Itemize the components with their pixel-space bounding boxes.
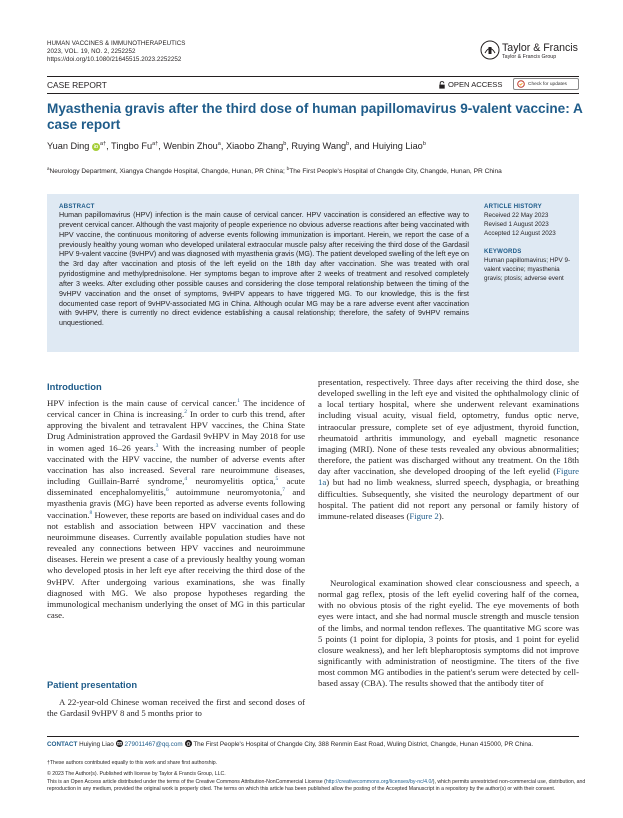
section-heading-patient-presentation: Patient presentation (47, 679, 138, 690)
revised-date: Revised 1 August 2023 (484, 220, 549, 228)
author-name[interactable]: Yuan Ding (47, 141, 90, 152)
footer-rule (47, 736, 579, 737)
header-rule (47, 76, 579, 77)
citation-ref[interactable]: 1 (237, 398, 240, 405)
open-lock-icon (439, 81, 445, 89)
citation-ref[interactable]: 5 (275, 476, 279, 483)
presentation-text: ) but had no limb weakness, slurred speech, dysphagia, or breathing difficulties. Subsequently, she visited the neurology department of our hospital. The patient did not report any personal or family history of immune-related diseases ( (318, 477, 579, 521)
keywords-heading: KEYWORDS (484, 248, 522, 255)
abstract-heading: ABSTRACT (59, 203, 95, 210)
neuro-exam-paragraph: Neurological examination showed clear consciousness and speech, a normal gag reflex, ptosis of the left eyelid covering half of the cornea, with no obvious ptosis of the right eyelid. The eye movements of both eyes were intact, and she had normal muscle strength and muscle tension of the limbs, and normal tendon reflexes. The quantitative MG score was 5 points (1 point for diplopia, 3 points for ptosis, and 1 point for eyelid closure weakness), and her left blepharoptosis symptoms did not improve significantly with administration of neostigmine. The titers of the five most common MG antibodies in the patient's serum were detected by cell-based assay (CBA). The results showed that the antibody titer of (318, 578, 579, 689)
presentation-text: presentation, respectively. Three days after receiving the third dose, she developed swelling in the left eye and visited the ophthalmology clinic of a local tertiary hospital, where she underwent relevant examinations including visual acuity, visual field, optometry, fundus optic nerve, intraocular pressure, complete set of eye adjustment, thyroid function, rheumatoid arthritis immunology, and eyeball magnetic resonance imaging (MRI). None of these tests revealed any obvious abnormalities; therefore, the patient was discharged without any treatment. On the 18th day after vaccination, she developed drooping of the left eyelid ( (318, 377, 579, 477)
article-title: Myasthenia gravis after the third dose of human papillomavirus 9-valent vaccine: A case report (47, 101, 583, 133)
publisher-mark-icon (480, 40, 500, 60)
keywords-text: Human papillomavirus; HPV 9-valent vaccine; myasthenia gravis; ptosis; adverse event (484, 256, 571, 282)
intro-text: However, these reports are based on individual cases and do not establish and association between HPV vaccination and these neuroimmune diseases. Currently available population studies have not revealed any connections between HPV vaccines and neuroimmune diseases. Herein we present a case of a previously healthy young woman who developed ptosis in her left eye after receiving the third dose of the 9vHPV. After undergoing various examinations, she was finally diagnosed with MG. We also propose hypotheses regarding the immunological mechanism underlying the onset of MG in this particular case. (47, 509, 306, 620)
citation-ref[interactable]: 4 (184, 476, 188, 483)
contact-email[interactable]: 279011467@qq.com (124, 741, 183, 748)
figure-link[interactable]: Figure 2 (409, 510, 439, 521)
doi-link[interactable]: https://doi.org/10.1080/21645515.2023.2252252 (47, 56, 182, 64)
author-affil-sup: b (283, 141, 287, 147)
open-access-label: OPEN ACCESS (448, 80, 503, 89)
affil-b: The First People's Hospital of Changde City, Changde, Hunan, PR China (289, 168, 502, 176)
check-updates-icon (517, 80, 525, 88)
author-affil-sup: a (217, 141, 221, 147)
subheader-rule (47, 93, 579, 94)
author-affil-sup: b (346, 141, 350, 147)
contact-label: CONTACT (47, 741, 78, 748)
intro-text: The incidence of cervical cancer in China is increasing. (47, 398, 305, 420)
author-name[interactable]: Huiying Liao (372, 141, 423, 152)
intro-text: autoimmune neuromyotonia, (168, 487, 283, 498)
license-link[interactable]: http://creativecommons.org/licenses/by-nc/4.0/ (325, 779, 433, 785)
intro-text: and myasthenia gravis (MG) have been reported as adverse events following vaccination. (47, 487, 305, 520)
publisher-subname: Taylor & Francis Group (502, 54, 557, 60)
affil-a: Neurology Department, Xiangya Changde Hospital, Changde, Hunan, PR China; (49, 168, 287, 176)
affil-sup-a: a (47, 166, 50, 171)
email-icon (116, 740, 123, 747)
orcid-icon[interactable]: iD (93, 144, 99, 150)
author-name[interactable]: Xiaobo Zhang (225, 141, 284, 152)
affil-sup-b: b (286, 166, 290, 171)
author-affil-sup: a† (99, 141, 107, 147)
contact-info (47, 740, 587, 750)
abstract-text: Human papillomavirus (HPV) infection is the main cause of cervical cancer. HPV vaccination is considered an effective way to prevent cervical cancer. Although the vast majority of people experience no obvious adverse reactions after being vaccinated with HPV vaccine, the continuous monitoring of adverse events following immunization is important. Herein, we report the case of a previously healthy young woman who developed unilateral extraocular muscle palsy after receiving the third dose of the Gardasil HPV 9-valent vaccine (9vHPV) and was diagnosed with myasthenia gravis (MG). The patient developed swelling of the left eye on the 3rd day after vaccination and ptosis of the left eyelid on the 18th day after vaccination. She was treated with oral pyridostigmine and methylprednisolone. Her symptoms began to improve after 2 weeks of treatment and resolved completely after 3 weeks. After excluding other possible causes and considering the close temporal relationship between the timing of the 9vHPV vaccination and the onset of symptoms, 9vHPV appears to have triggered MG. To our knowledge, this is the first documented case report of 9vHPV-associated MG in China. Although ocular MG may be a rare adverse event after vaccination with 9vHPV, there is currently no direct evidence establishing a causal relationship; therefore, the safety of 9vHPV remains unquestioned. (59, 211, 469, 328)
author-list: Yuan Ding iD $^{a\dagger}$, Tingbo $Fu^{a\dagger}$, Wenbin Zhou$^a$, Xiaobo Zhang$^b$, Ruying Wang$^b$, and Huiying Liao$^b$ (47, 141, 426, 152)
journal-header (47, 40, 185, 65)
author-name[interactable]: Tingbo Fu (111, 141, 153, 152)
citation-ref[interactable]: 8 (89, 509, 93, 516)
contact-address: The First People's Hospital of Changde City, 388 Renmin East Road, Wuling District, Changde, Hunan 415000, PR China. (193, 741, 534, 748)
open-access-badge[interactable] (439, 80, 502, 89)
author-affil-sup: a† (152, 141, 159, 147)
address-icon (185, 740, 192, 747)
section-heading-introduction: Introduction (47, 381, 102, 392)
presentation-paragraph (318, 377, 579, 522)
citation-ref[interactable]: 6 (165, 487, 169, 494)
intro-text: HPV infection is the main cause of cervical cancer. (47, 398, 238, 408)
affiliations (47, 164, 587, 177)
citation-ref[interactable]: 2 (184, 409, 187, 416)
keywords (484, 248, 578, 284)
citation-ref[interactable]: 3 (155, 442, 159, 449)
article-history (484, 203, 556, 239)
intro-text: neuromyelitis optica, (187, 476, 276, 487)
figure-link[interactable]: Figure 1a (318, 466, 579, 488)
intro-text: acute disseminated encephalomyelitis, (47, 476, 305, 498)
citation-ref[interactable]: 7 (282, 487, 285, 494)
article-history-heading: ARTICLE HISTORY (484, 203, 542, 210)
check-updates-button[interactable] (513, 78, 579, 90)
author-affil-sup: b (422, 141, 426, 147)
license-text-a: This is an Open Access article distributed under the terms of the Creative Commons Attribution-NonCommercial License ( (47, 779, 326, 785)
author-name[interactable]: Ruying Wang (291, 141, 347, 152)
publisher-name: Taylor & Francis (502, 42, 578, 54)
author-name[interactable]: Wenbin Zhou (163, 141, 218, 152)
presentation-text: ). (438, 510, 444, 521)
patient-paragraph: A 22-year-old Chinese woman received the first and second doses of the Gardasil 9vHPV 8 and 5 months prior to (47, 697, 305, 719)
received-date: Received 22 May 2023 (484, 211, 549, 219)
intro-text: With the increasing number of people vaccinated with the HPV vaccine, the number of adverse events after vaccination has also increased. Several rare neuroimmune diseases, including Guillain-Barré syndrome, (47, 442, 305, 487)
equal-contribution-note: †These authors contributed equally to this work and share first authorship. (47, 760, 218, 766)
license-text (47, 779, 587, 793)
publisher-logo[interactable] (480, 40, 580, 64)
accepted-date: Accepted 12 August 2023 (484, 229, 556, 237)
journal-name: HUMAN VACCINES & IMMUNOTHERAPEUTICS (47, 40, 186, 47)
check-updates-label: Check for updates (528, 81, 567, 87)
article-type: CASE REPORT (47, 80, 107, 90)
license-text-b: ), which permits unrestricted non-commercial use, distribution, and reproduction in any medium, provided the original work is properly cited. The terms on which this article has been published allow the posting of the Accepted Manuscript in a repository by the author(s) or with their consent. (47, 779, 586, 793)
copyright-line: © 2023 The Author(s). Published with license by Taylor & Francis Group, LLC. (47, 771, 226, 777)
intro-paragraph (47, 398, 305, 621)
contact-name: Huiying Liao (79, 741, 114, 748)
intro-text: In order to curb this trend, after approving the bivalent and tetravalent HPV vaccines, the China State Drug Administration approved the Gardasil 9vHPV in May 2018 for use in women aged 16–26 years. (47, 409, 305, 453)
journal-volume: 2023, VOL. 19, NO. 2, 2252252 (47, 48, 136, 56)
